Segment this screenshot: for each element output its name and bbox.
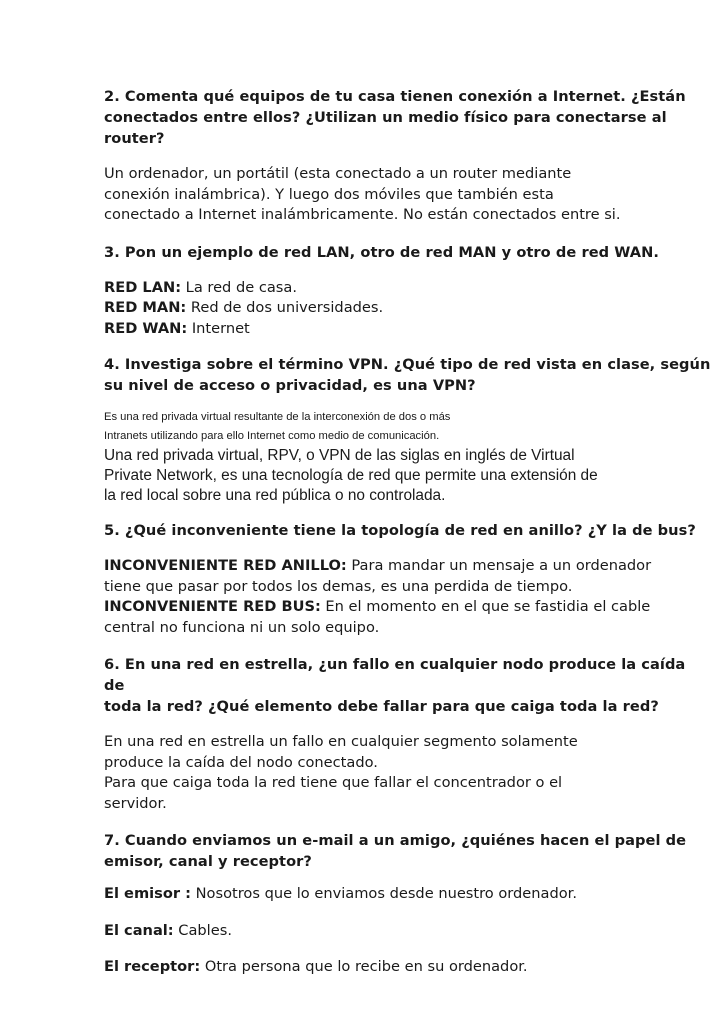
- canal-label: El canal:: [104, 921, 174, 939]
- bus-text-1: En el momento en el que se fastidia el cable: [320, 598, 651, 615]
- answer-2: [104, 164, 628, 226]
- red-wan-label: RED WAN:: [104, 319, 188, 337]
- answer-6-line-2: produce la caída del nodo conectado.: [104, 753, 378, 771]
- ring-label: INCONVENIENTE RED ANILLO:: [104, 557, 347, 574]
- answer-5: [104, 556, 652, 638]
- answer-4-small-line-2: Intranets utilizando para ello Internet como medio de comunicación.: [104, 430, 440, 442]
- emisor-line: [104, 884, 628, 905]
- answer-5-ring-line-1: [104, 556, 652, 577]
- answer-5-ring-line-2: tiene que pasar por todos los demas, es una perdida de tiempo.: [104, 577, 573, 595]
- answer-3-item-wan: [104, 319, 628, 340]
- answer-5-bus-line-2: central no funciona ni un solo equipo.: [104, 618, 380, 636]
- receptor-label: El receptor:: [104, 958, 201, 975]
- question-5: [104, 520, 696, 541]
- answer-2-line-3: conectado a Internet inalámbricamente. No están conectados entre si.: [104, 206, 621, 223]
- question-3-line-1: 3. Pon un ejemplo de red LAN, otro de red MAN y otro de red WAN.: [104, 243, 659, 261]
- question-7: [104, 830, 687, 872]
- question-7-line-1: 7. Cuando enviamos un e-mail a un amigo, ¿quiénes hacen el papel de: [104, 832, 687, 849]
- answer-4-definition: [104, 408, 628, 446]
- question-7-line-2: emisor, canal y receptor?: [104, 853, 312, 870]
- answer-6: [104, 732, 628, 814]
- question-4: [104, 354, 711, 396]
- answer-7-canal: [104, 921, 628, 942]
- answer-4-explanation: [104, 446, 628, 506]
- bus-label: INCONVENIENTE RED BUS:: [104, 598, 321, 615]
- red-lan-text: La red de casa.: [181, 278, 297, 296]
- question-5-line-1: 5. ¿Qué inconveniente tiene la topología de red en anillo? ¿Y la de bus?: [104, 522, 696, 539]
- question-2: [104, 86, 686, 149]
- answer-2-line-2: conexión inalámbrica). Y luego dos móviles que también esta: [104, 185, 554, 203]
- question-4-line-1: 4. Investiga sobre el término VPN. ¿Qué tipo de red vista en clase, según: [104, 356, 711, 373]
- emisor-text: Nosotros que lo enviamos desde nuestro ordenador.: [191, 885, 577, 902]
- answer-4-big-line-2: Private Network, es una tecnología de red que permite una extensión de: [104, 467, 598, 484]
- question-4-line-2: su nivel de acceso o privacidad, es una VPN?: [104, 377, 476, 394]
- canal-line: [104, 921, 628, 942]
- emisor-label: El emisor :: [104, 885, 191, 902]
- question-6-line-3: toda la red? ¿Qué elemento debe fallar para que caiga toda la red?: [104, 698, 659, 715]
- question-3: [104, 242, 659, 263]
- answer-6-line-3: Para que caiga toda la red tiene que fallar el concentrador o el: [104, 774, 563, 791]
- answer-7-receptor: [104, 957, 628, 978]
- answer-4-big-line-1: Una red privada virtual, RPV, o VPN de las siglas en inglés de Virtual: [104, 447, 575, 464]
- answer-6-line-4: servidor.: [104, 794, 167, 812]
- red-wan-text: Internet: [187, 319, 250, 337]
- red-man-text: Red de dos universidades.: [186, 299, 384, 316]
- receptor-text: Otra persona que lo recibe en su ordenador.: [200, 958, 528, 975]
- red-lan-label: RED LAN:: [104, 278, 182, 296]
- answer-4-big-line-3: la red local sobre una red pública o no controlada.: [104, 487, 446, 504]
- answer-5-bus-line-1: [104, 597, 651, 618]
- answer-3: [104, 278, 628, 340]
- answer-3-item-lan: [104, 278, 628, 299]
- question-6-line-2: de: [104, 677, 125, 694]
- question-2-line-1: 2. Comenta qué equipos de tu casa tienen conexión a Internet. ¿Están: [104, 88, 686, 105]
- red-man-label: RED MAN:: [104, 299, 187, 316]
- answer-7-emisor: [104, 884, 628, 905]
- answer-3-item-man: [104, 298, 628, 319]
- answer-6-line-1: En una red en estrella un fallo en cualquier segmento solamente: [104, 733, 578, 750]
- question-2-line-2: conectados entre ellos? ¿Utilizan un medio físico para conectarse al: [104, 109, 667, 126]
- receptor-line: [104, 957, 628, 978]
- ring-text-1: Para mandar un mensaje a un ordenador: [346, 557, 652, 574]
- question-6: [104, 654, 686, 717]
- question-6-line-1: 6. En una red en estrella, ¿un fallo en cualquier nodo produce la caída: [104, 656, 686, 673]
- question-2-line-3: router?: [104, 130, 165, 147]
- answer-2-line-1: Un ordenador, un portátil (esta conectado a un router mediante: [104, 165, 572, 182]
- canal-text: Cables.: [173, 921, 232, 939]
- answer-4-small-line-1: Es una red privada virtual resultante de la interconexión de dos o más: [104, 411, 451, 423]
